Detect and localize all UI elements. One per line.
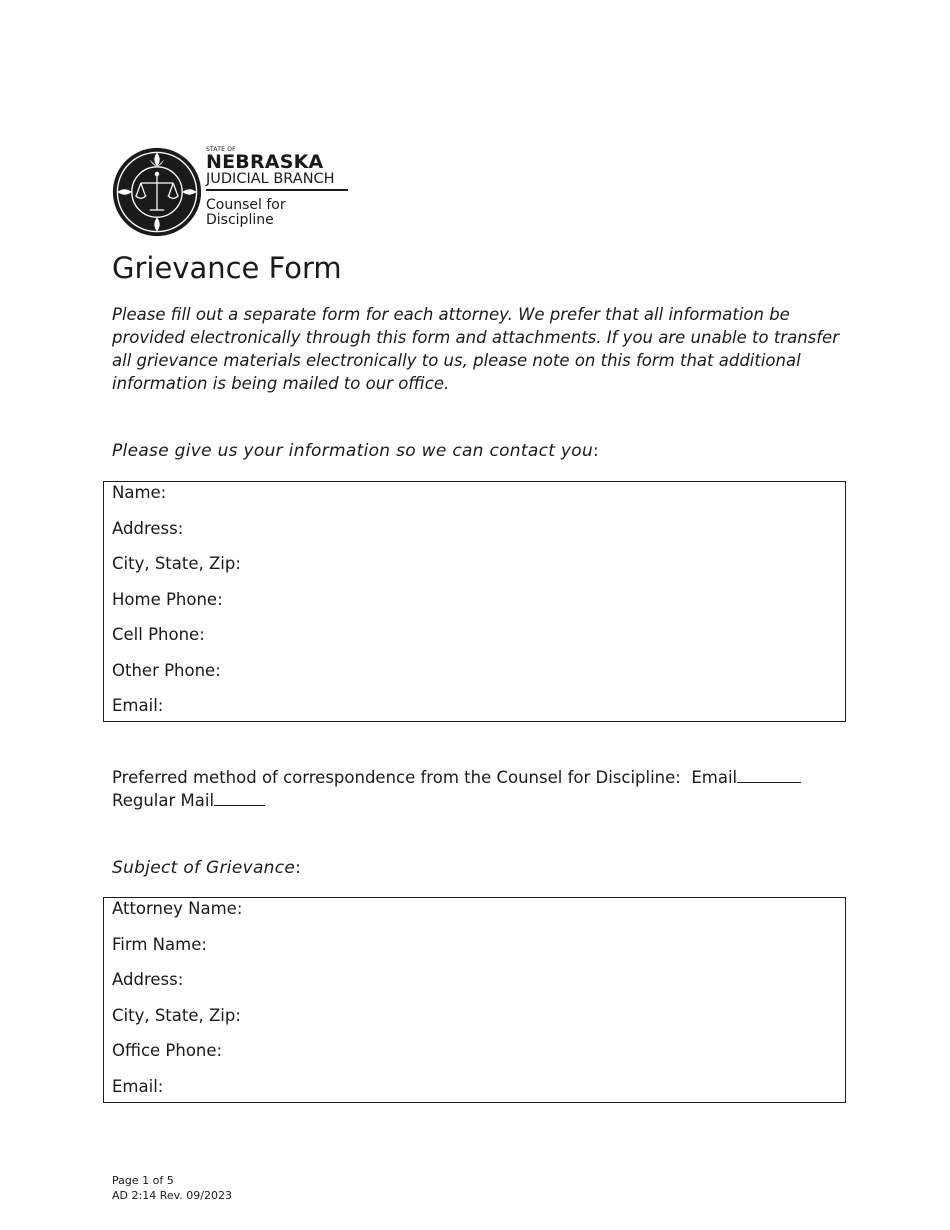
contact-info-box[interactable] [103,481,846,722]
page-title: Grievance Form [112,251,342,285]
judicial-seal-icon [112,147,202,237]
logo-office-line-1: Counsel for [206,197,286,213]
subject-heading-text: Subject of Grievance [112,858,296,878]
contact-heading-colon: : [593,441,600,461]
email-preference-blank[interactable] [737,766,801,783]
subject-heading-colon: : [295,858,302,878]
intro-instructions: Please fill out a separate form for each attorney. We prefer that all information be provided electronically through this form and attachments. If you are unable to transfer all grievance materials electronically to us, please note on this form that additional information is being mailed to our office. [112,305,839,393]
field-home-phone[interactable]: Home Phone: [112,589,223,609]
preference-mail-label: Regular Mail [112,791,215,810]
field-attorney-name[interactable]: Attorney Name: [112,899,243,918]
subject-section-heading [112,858,301,878]
logo-wordmark [206,145,356,228]
field-address[interactable]: Address: [112,518,184,538]
logo-office-name [206,198,356,228]
field-office-phone[interactable]: Office Phone: [112,1041,223,1060]
field-email[interactable]: Email: [112,696,164,715]
logo-state-name: NEBRASKA [206,151,324,173]
field-firm-name[interactable]: Firm Name: [112,934,207,954]
field-attorney-email[interactable]: Email: [112,1076,164,1096]
field-name[interactable]: Name: [112,483,167,502]
mail-preference-blank[interactable] [214,789,265,806]
contact-section-heading [112,441,599,461]
field-attorney-address[interactable]: Address: [112,970,184,989]
logo-branch-name: JUDICIAL BRANCH [206,171,348,191]
field-other-phone[interactable]: Other Phone: [112,660,221,680]
field-city-state-zip[interactable]: City, State, Zip: [112,554,241,573]
subject-info-box[interactable] [103,897,846,1103]
logo-state-of: STATE OF [206,146,236,153]
contact-heading-text: Please give us your information so we can contact you [112,441,594,461]
logo-office-line-2: Discipline [206,212,274,228]
page-footer [112,1173,232,1203]
form-revision: AD 2:14 Rev. 09/2023 [112,1189,232,1202]
preference-text: Preferred method of correspondence from the Counsel for Discipline: [112,768,681,787]
field-cell-phone[interactable]: Cell Phone: [112,625,205,644]
page-number: Page 1 of 5 [112,1174,174,1187]
field-attorney-city-state-zip[interactable]: City, State, Zip: [112,1005,241,1025]
correspondence-preference [112,766,832,812]
preference-email-label: Email [691,768,738,787]
nebraska-judicial-branch-logo [112,145,362,241]
